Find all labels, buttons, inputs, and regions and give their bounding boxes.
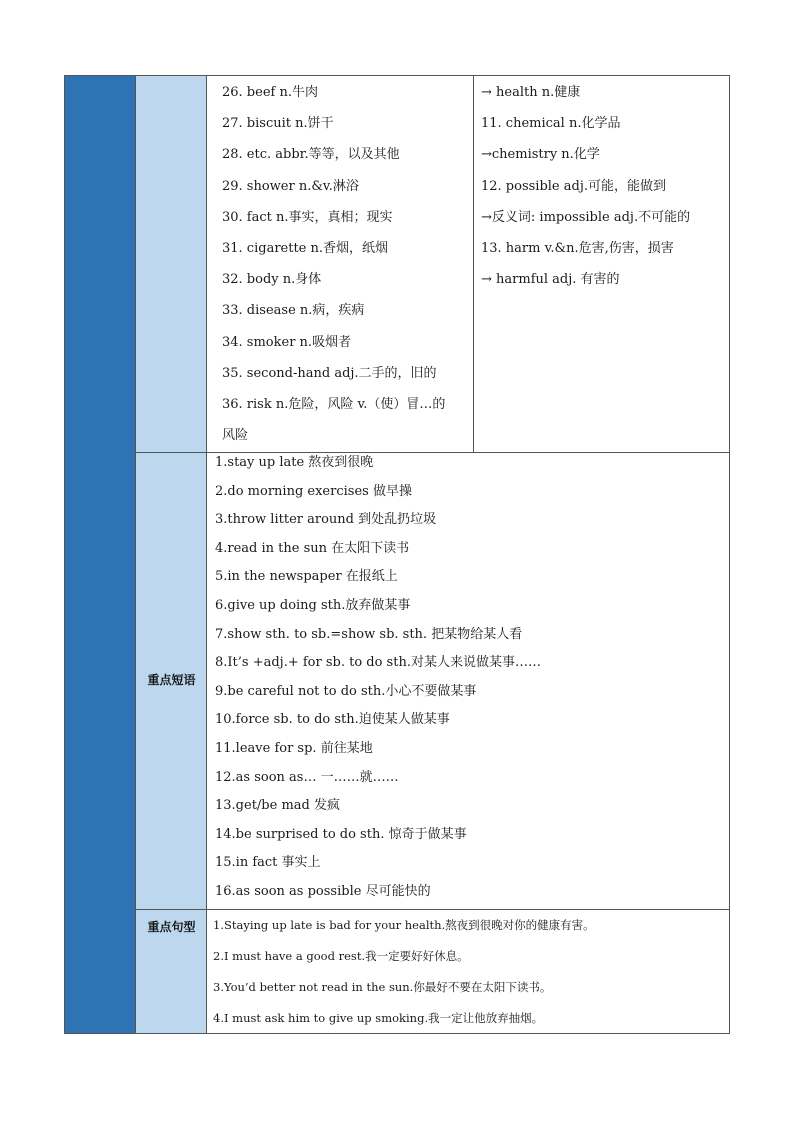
side-color-bar bbox=[65, 76, 136, 1033]
vocab-item: → harmful adj. 有害的 bbox=[481, 272, 620, 288]
vocab-item: 28. etc. abbr.等等，以及其他 bbox=[222, 147, 400, 163]
vocab-item: →反义词: impossible adj.不可能的 bbox=[481, 209, 691, 225]
phrase-item: 16.as soon as possible 尽可能快的 bbox=[215, 884, 431, 899]
sentence-item: 1.Staying up late is bad for your health.熬夜到很晚对你的健康有害。 bbox=[213, 918, 595, 932]
vocab-item: 13. harm v.&n.危害,伤害，损害 bbox=[481, 241, 674, 256]
worksheet-table bbox=[64, 75, 730, 1034]
phrase-item: 14.be surprised to do sth. 惊奇于做某事 bbox=[215, 826, 467, 842]
vocab-item: →chemistry n.化学 bbox=[481, 147, 600, 163]
vocab-item: 风险 bbox=[222, 428, 249, 444]
phrase-item: 1.stay up late 熬夜到很晚 bbox=[215, 455, 374, 470]
phrase-item: 5.in the newspaper 在报纸上 bbox=[215, 569, 398, 585]
sentences-label: 重点句型 bbox=[147, 920, 196, 934]
vocab-item: 30. fact n.事实，真相；现实 bbox=[222, 209, 393, 225]
phrase-item: 10.force sb. to do sth.迫使某人做某事 bbox=[215, 712, 450, 728]
vocab-item: 12. possible adj.可能，能做到 bbox=[481, 178, 666, 194]
row-divider-phrases bbox=[136, 452, 729, 453]
vocab-item: 31. cigarette n.香烟，纸烟 bbox=[222, 241, 389, 256]
vocab-item: 11. chemical n.化学品 bbox=[481, 116, 621, 132]
sentence-item: 3.You’d better not read in the sun.你最好不要在太阳下读书。 bbox=[213, 980, 552, 994]
phrase-item: 13.get/be mad 发疯 bbox=[215, 798, 340, 814]
row-divider-sentences bbox=[136, 909, 729, 910]
phrase-item: 2.do morning exercises 做早操 bbox=[215, 483, 412, 499]
vocab-column-divider bbox=[473, 76, 474, 452]
vocab-item: 33. disease n.病，疾病 bbox=[222, 303, 365, 319]
vocab-item: 32. body n.身体 bbox=[222, 272, 322, 288]
sentence-item: 2.I must have a good rest.我一定要好好休息。 bbox=[213, 949, 469, 963]
vocab-item: → health n.健康 bbox=[481, 85, 581, 100]
vocab-item: 29. shower n.&v.淋浴 bbox=[222, 178, 359, 194]
vocab-item: 34. smoker n.吸烟者 bbox=[222, 334, 352, 350]
phrase-item: 7.show sth. to sb.=show sb. sth. 把某物给某人看 bbox=[215, 626, 523, 642]
sentence-item: 4.I must ask him to give up smoking.我一定让他放弃抽烟。 bbox=[213, 1011, 544, 1025]
phrase-item: 11.leave for sp. 前往某地 bbox=[215, 741, 373, 756]
vocab-item: 35. second-hand adj.二手的，旧的 bbox=[222, 365, 437, 381]
phrase-item: 4.read in the sun 在太阳下读书 bbox=[215, 540, 410, 556]
phrase-item: 3.throw litter around 到处乱扔垃圾 bbox=[215, 512, 437, 528]
phrase-item: 6.give up doing sth.放弃做某事 bbox=[215, 598, 411, 613]
vocab-item: 36. risk n.危险，风险 v.（使）冒…的 bbox=[222, 397, 446, 412]
label-column bbox=[136, 76, 207, 1033]
phrase-item: 9.be careful not to do sth.小心不要做某事 bbox=[215, 683, 477, 699]
phrase-item: 15.in fact 事实上 bbox=[215, 855, 321, 871]
vocab-item: 27. biscuit n.饼干 bbox=[222, 116, 334, 132]
phrase-item: 12.as soon as… 一……就…… bbox=[215, 769, 399, 785]
vocab-item: 26. beef n.牛肉 bbox=[222, 85, 318, 100]
phrase-item: 8.It’s +adj.+ for sb. to do sth.对某人来说做某事…… bbox=[215, 655, 541, 671]
phrases-label: 重点短语 bbox=[147, 673, 196, 687]
